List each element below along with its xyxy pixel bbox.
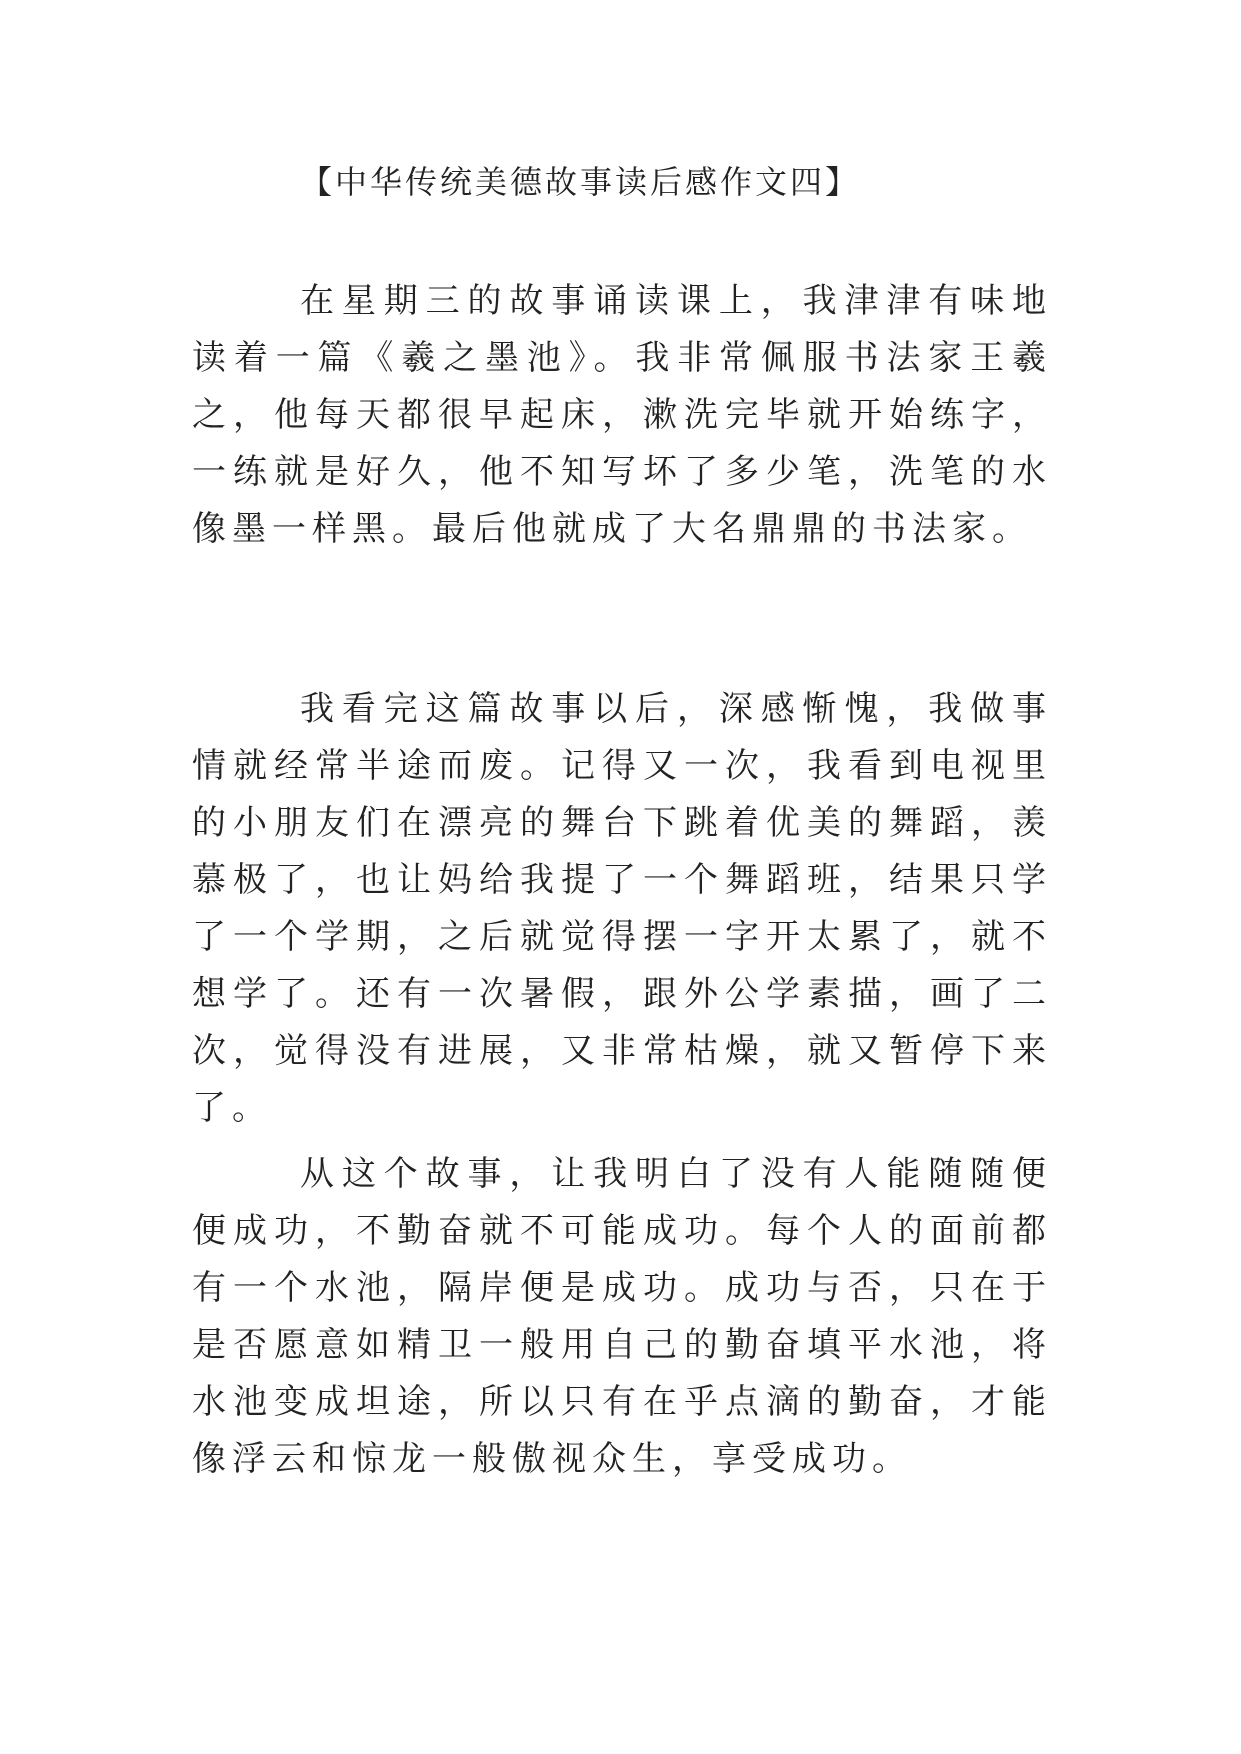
paragraph-3: 从这个故事，让我明白了没有人能随随便便成功，不勤奋就不可能成功。每个人的面前都有一个水池，隔岸便是成功。成功与否，只在于是否愿意如精卫一般用自己的勤奋填平水池，将水池变成坦途，所以只有在乎点滴的勤奋，才能像浮云和惊龙一般傲视众生，享受成功。: [192, 1154, 1052, 1479]
document-title: 【中华传统美德故事读后感作文四】: [300, 163, 861, 201]
paragraph-1: 在星期三的故事诵读课上，我津津有味地读着一篇《羲之墨池》。我非常佩服书法家王羲之，他每天都很早起床，漱洗完毕就开始练字，一练就是好久，他不知写坏了多少笔，洗笔的水像墨一样黑。最后他就成了大名鼎鼎的书法家。: [192, 281, 1052, 549]
paragraph-2: 我看完这篇故事以后，深感惭愧，我做事情就经常半途而废。记得又一次，我看到电视里的小朋友们在漂亮的舞台下跳着优美的舞蹈，羡慕极了，也让妈给我提了一个舞蹈班，结果只学了一个学期，之后就觉得摆一字开太累了，就不想学了。还有一次暑假，跟外公学素描，画了二次，觉得没有进展，又非常枯燥，就又暂停下来了。: [192, 689, 1052, 1128]
